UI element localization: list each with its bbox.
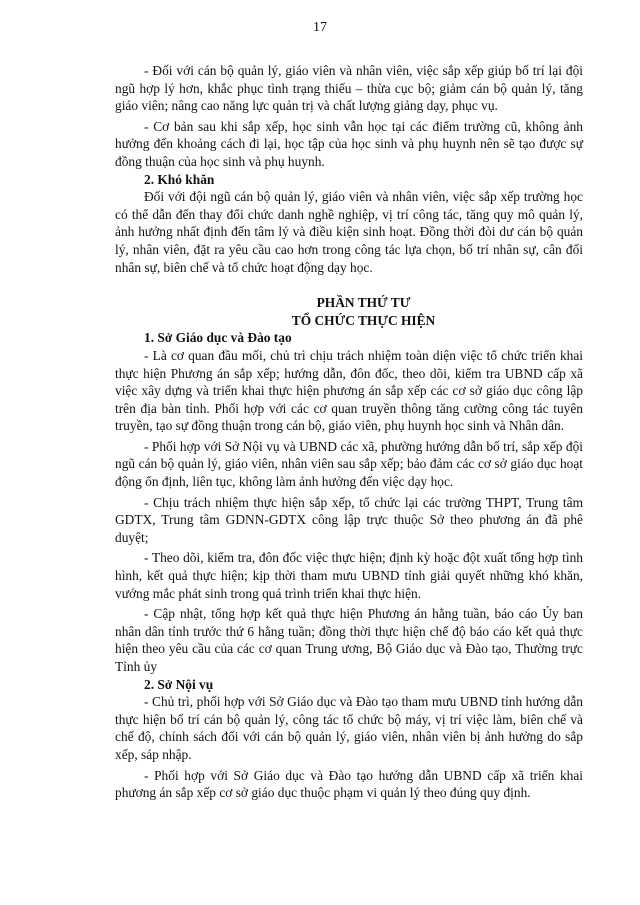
page-content (115, 62, 583, 802)
list-item: - Phối hợp với Sở Giáo dục và Đào tạo hướng dẫn UBND cấp xã triển khai phương án sắp xếp cơ sở giáo dục thuộc phạm vi quản lý theo đúng quy định. (115, 767, 583, 801)
section-heading-difficulties: 2. Khó khăn (144, 171, 215, 187)
page-number: 17 (313, 20, 327, 35)
paragraph: - Cơ bản sau khi sắp xếp, học sinh vẫn học tại các điểm trường cũ, không ảnh hưởng đến khoảng cách đi lại, học tập của học sinh và phụ huynh nên sẽ tạo được sự đồng thuận của học sinh và phụ huynh. (115, 118, 583, 169)
list-item: - Phối hợp với Sở Nội vụ và UBND các xã, phường hướng dẫn bố trí, sắp xếp đội ngũ cán bộ quản lý, giáo viên, nhân viên sau sắp xếp; bảo đảm các cơ sở giáo dục hoạt động ổn định, liên tục, không làm ảnh hưởng đến việc dạy học. (115, 438, 583, 490)
list-item: - Cập nhật, tổng hợp kết quả thực hiện Phương án hằng tuần, báo cáo Ủy ban nhân dân tỉnh trước thứ 6 hằng tuần; đồng thời thực hiện chế độ báo cáo kết quả thực hiện theo yêu cầu của các cơ quan Trung ương, Bộ Giáo dục và Đào tạo, Thường trực Tỉnh ủy (115, 606, 583, 674)
paragraph: - Đối với cán bộ quản lý, giáo viên và nhân viên, việc sắp xếp giúp bố trí lại đội ngũ hợp lý hơn, khắc phục tình trạng thiếu – thừa cục bộ; giảm cán bộ quản lý, tăng giáo viên; nâng cao năng lực quản trị và chất lượng giảng dạy, phục vụ. (115, 63, 583, 114)
part-title-line2: TỔ CHỨC THỰC HIỆN (291, 312, 436, 328)
section-heading-doet: 1. Sở Giáo dục và Đào tạo (144, 330, 292, 346)
list-item: - Theo dõi, kiểm tra, đôn đốc việc thực hiện; định kỳ hoặc đột xuất tổng hợp tình hình, kết quả thực hiện; kịp thời tham mưu UBND tỉnh giải quyết những khó khăn, vướng mắc phát sinh trong quá trình triển khai thực hiện. (115, 550, 583, 601)
list-item: - Là cơ quan đầu mối, chủ trì chịu trách nhiệm toàn diện việc tổ chức triển khai thực hiện Phương án sắp xếp; hướng dẫn, đôn đốc, theo dõi, kiểm tra UBND cấp xã việc xây dựng và triển khai thực hiện phương án sắp xếp các cơ sở giáo dục công lập trên địa bàn tỉnh. Phối hợp với các cơ quan truyền thông tăng cường công tác tuyên truyền, tạo sự đồng thuận trong cán bộ, giáo viên, phụ huynh học sinh và Nhân dân. (115, 347, 583, 434)
section-heading-home-affairs: 2. Sở Nội vụ (144, 676, 214, 692)
paragraph: Đối với đội ngũ cán bộ quản lý, giáo viên và nhân viên, việc sắp xếp trường học có thể dẫn đến thay đổi chức danh nghề nghiệp, vị trí công tác, tăng quy mô quản lý, ảnh hưởng nhất định đến tâm lý và điều kiện sinh hoạt. Đồng thời đòi dư cán bộ quản lý, nhân viên, đặt ra yêu cầu cao hơn trong công tác lựa chọn, bố trí nhân sự, cân đối nhân sự, biên chế và tổ chức hoạt động dạy học. (115, 189, 583, 275)
list-item: - Chủ trì, phối hợp với Sở Giáo dục và Đào tạo tham mưu UBND tỉnh hướng dẫn thực hiện bố trí cán bộ quản lý, công tác tổ chức bộ máy, vị trí việc làm, biên chế và chế độ, chính sách đối với cán bộ quản lý, giáo viên, nhân viên bị ảnh hưởng do sắp xếp, sáp nhập. (115, 694, 583, 762)
part-title-line1: PHẦN THỨ TƯ (316, 295, 411, 311)
list-item: - Chịu trách nhiệm thực hiện sắp xếp, tổ chức lại các trường THPT, Trung tâm GDTX, Trung tâm GDNN-GDTX công lập trực thuộc Sở theo phương án đã phê duyệt; (115, 494, 583, 545)
part-title-block (115, 294, 583, 329)
